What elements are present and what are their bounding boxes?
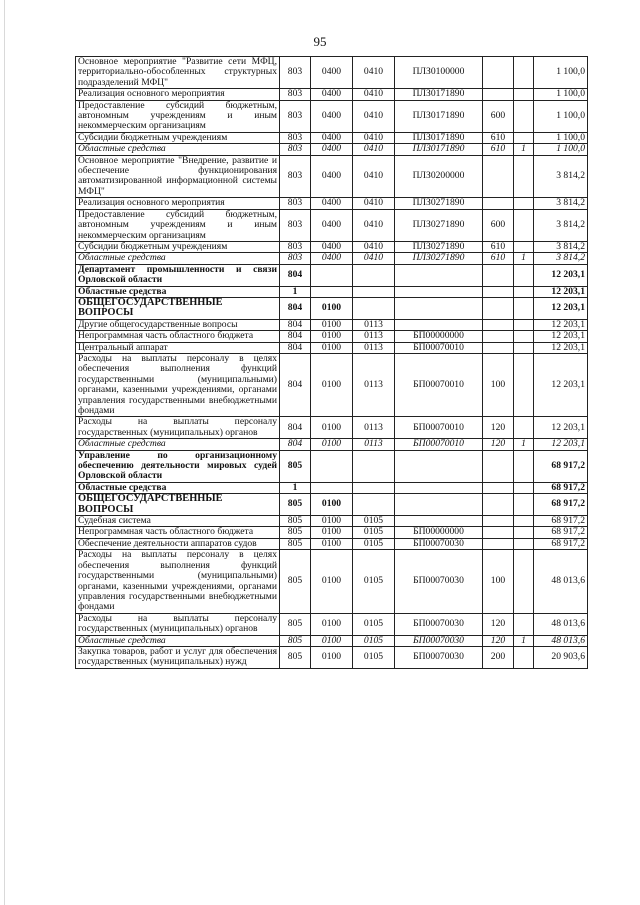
target-article-cell: ПЛЗ0171890 (395, 132, 483, 143)
target-article-cell: ПЛЗ0271890 (395, 209, 483, 241)
target-article-cell: БП00000000 (395, 331, 483, 342)
ved-code-cell: 803 (280, 89, 311, 100)
table-row (76, 264, 588, 286)
ved-code-cell: 804 (280, 319, 311, 330)
subsection-code-cell: 0410 (353, 209, 395, 241)
funding-source-cell (514, 241, 534, 252)
subsection-code-cell: 0410 (353, 132, 395, 143)
table-row (76, 527, 588, 538)
row-name-cell: Расходы на выплаты персоналу в целях обеспечения выполнения функций государственными (муниципальными) органами, казенными учреждениями, органами управления государственными внебюджетными фондами (76, 353, 280, 416)
table-row (76, 132, 588, 143)
row-name-cell: Департамент промышленности и связи Орловской области (76, 264, 280, 286)
target-article-cell (395, 450, 483, 482)
funding-source-cell (514, 417, 534, 439)
ved-code-cell: 1 (280, 482, 311, 493)
ved-code-cell: 805 (280, 527, 311, 538)
target-article-cell: ПЛЗ0171890 (395, 144, 483, 155)
amount-cell: 1 100,0 (534, 144, 588, 155)
section-code-cell (311, 264, 353, 286)
row-name-cell: Областные средства (76, 286, 280, 297)
ved-code-cell: 804 (280, 439, 311, 450)
expense-type-cell: 120 (483, 439, 514, 450)
section-code-cell: 0400 (311, 209, 353, 241)
amount-cell: 3 814,2 (534, 241, 588, 252)
ved-code-cell: 803 (280, 132, 311, 143)
funding-source-cell (514, 494, 534, 516)
section-code-cell: 0100 (311, 439, 353, 450)
section-code-cell: 0400 (311, 89, 353, 100)
row-name-cell: Центральный аппарат (76, 342, 280, 353)
row-name-cell: ОБЩЕГОСУДАРСТВЕННЫЕ ВОПРОСЫ (76, 494, 280, 516)
subsection-code-cell (353, 297, 395, 319)
row-name-cell: Областные средства (76, 144, 280, 155)
ved-code-cell: 803 (280, 100, 311, 132)
funding-source-cell (514, 613, 534, 635)
table-row (76, 297, 588, 319)
section-code-cell: 0400 (311, 241, 353, 252)
target-article-cell: БП00000000 (395, 527, 483, 538)
amount-cell: 48 013,6 (534, 613, 588, 635)
table-row (76, 439, 588, 450)
amount-cell: 12 203,1 (534, 264, 588, 286)
ved-code-cell: 803 (280, 241, 311, 252)
expense-type-cell: 610 (483, 253, 514, 264)
section-code-cell: 0100 (311, 331, 353, 342)
expense-type-cell (483, 450, 514, 482)
amount-cell: 12 203,1 (534, 342, 588, 353)
section-code-cell (311, 450, 353, 482)
funding-source-cell (514, 646, 534, 668)
row-name-cell: Реализация основного мероприятия (76, 89, 280, 100)
amount-cell: 12 203,1 (534, 319, 588, 330)
funding-source-cell (514, 89, 534, 100)
subsection-code-cell (353, 264, 395, 286)
row-name-cell: Субсидии бюджетным учреждениям (76, 132, 280, 143)
table-row (76, 417, 588, 439)
funding-source-cell (514, 198, 534, 209)
section-code-cell: 0100 (311, 342, 353, 353)
funding-source-cell (514, 450, 534, 482)
expense-type-cell: 600 (483, 209, 514, 241)
funding-source-cell: 1 (514, 253, 534, 264)
table-row (76, 613, 588, 635)
subsection-code-cell (353, 494, 395, 516)
subsection-code-cell: 0410 (353, 89, 395, 100)
table-row (76, 241, 588, 252)
subsection-code-cell: 0410 (353, 241, 395, 252)
table-row (76, 353, 588, 416)
subsection-code-cell: 0410 (353, 198, 395, 209)
target-article-cell: ПЛЗ0271890 (395, 198, 483, 209)
subsection-code-cell: 0113 (353, 353, 395, 416)
funding-source-cell (514, 482, 534, 493)
row-name-cell: Обеспечение деятельности аппаратов судов (76, 538, 280, 549)
target-article-cell: ПЛЗ0171890 (395, 89, 483, 100)
expense-type-cell (483, 264, 514, 286)
row-name-cell: Расходы на выплаты персоналу в целях обеспечения выполнения функций государственными (муниципальными) органами, казенными учреждениями, органами управления государственными внебюджетными фондами (76, 550, 280, 613)
target-article-cell: БП00070010 (395, 439, 483, 450)
table-row (76, 319, 588, 330)
amount-cell: 68 917,2 (534, 450, 588, 482)
amount-cell: 1 100,0 (534, 57, 588, 89)
subsection-code-cell (353, 482, 395, 493)
amount-cell: 1 100,0 (534, 89, 588, 100)
funding-source-cell (514, 319, 534, 330)
ved-code-cell: 805 (280, 550, 311, 613)
expense-type-cell: 120 (483, 635, 514, 646)
expense-type-cell: 200 (483, 646, 514, 668)
section-code-cell: 0100 (311, 494, 353, 516)
section-code-cell: 0100 (311, 527, 353, 538)
target-article-cell: БП00070030 (395, 646, 483, 668)
ved-code-cell: 804 (280, 331, 311, 342)
amount-cell: 3 814,2 (534, 155, 588, 198)
section-code-cell: 0100 (311, 516, 353, 527)
row-name-cell: Другие общегосударственные вопросы (76, 319, 280, 330)
subsection-code-cell: 0113 (353, 342, 395, 353)
target-article-cell (395, 297, 483, 319)
ved-code-cell: 804 (280, 342, 311, 353)
section-code-cell: 0400 (311, 144, 353, 155)
row-name-cell: Предоставление субсидий бюджетным, автономным учреждениям и иным некоммерческим организациям (76, 100, 280, 132)
expense-type-cell: 610 (483, 132, 514, 143)
row-name-cell: Расходы на выплаты персоналу государственных (муниципальных) органов (76, 417, 280, 439)
subsection-code-cell: 0105 (353, 646, 395, 668)
ved-code-cell: 805 (280, 494, 311, 516)
table-row (76, 89, 588, 100)
section-code-cell: 0100 (311, 635, 353, 646)
section-code-cell: 0100 (311, 417, 353, 439)
target-article-cell: ПЛЗ0271890 (395, 253, 483, 264)
ved-code-cell: 805 (280, 646, 311, 668)
row-name-cell: Реализация основного мероприятия (76, 198, 280, 209)
section-code-cell: 0100 (311, 297, 353, 319)
table-row (76, 331, 588, 342)
section-code-cell: 0400 (311, 132, 353, 143)
expense-type-cell: 100 (483, 550, 514, 613)
funding-source-cell (514, 100, 534, 132)
target-article-cell: ПЛЗ0171890 (395, 100, 483, 132)
table-row (76, 253, 588, 264)
target-article-cell: БП00070030 (395, 538, 483, 549)
row-name-cell: Субсидии бюджетным учреждениям (76, 241, 280, 252)
amount-cell: 3 814,2 (534, 253, 588, 264)
table-row (76, 209, 588, 241)
row-name-cell: Основное мероприятие "Развитие сети МФЦ, территориально-обособленных структурных подразделений МФЦ" (76, 57, 280, 89)
target-article-cell (395, 264, 483, 286)
table-row (76, 646, 588, 668)
target-article-cell (395, 482, 483, 493)
funding-source-cell (514, 264, 534, 286)
funding-source-cell (514, 209, 534, 241)
expense-type-cell: 100 (483, 353, 514, 416)
row-name-cell: Областные средства (76, 439, 280, 450)
target-article-cell: БП00070030 (395, 635, 483, 646)
section-code-cell (311, 482, 353, 493)
subsection-code-cell: 0105 (353, 538, 395, 549)
funding-source-cell (514, 550, 534, 613)
section-code-cell: 0400 (311, 57, 353, 89)
expense-type-cell (483, 538, 514, 549)
funding-source-cell (514, 353, 534, 416)
target-article-cell: БП00070030 (395, 550, 483, 613)
expense-type-cell (483, 286, 514, 297)
table-row (76, 635, 588, 646)
subsection-code-cell: 0113 (353, 417, 395, 439)
ved-code-cell: 805 (280, 635, 311, 646)
amount-cell: 3 814,2 (534, 198, 588, 209)
page-number: 95 (313, 34, 327, 49)
funding-source-cell: 1 (514, 439, 534, 450)
amount-cell: 1 100,0 (534, 100, 588, 132)
section-code-cell: 0100 (311, 319, 353, 330)
target-article-cell: БП00070010 (395, 353, 483, 416)
target-article-cell (395, 319, 483, 330)
subsection-code-cell: 0113 (353, 331, 395, 342)
target-article-cell: БП00070010 (395, 417, 483, 439)
amount-cell: 68 917,2 (534, 494, 588, 516)
funding-source-cell (514, 57, 534, 89)
table-row (76, 538, 588, 549)
amount-cell: 68 917,2 (534, 527, 588, 538)
expense-type-cell (483, 494, 514, 516)
row-name-cell: Областные средства (76, 253, 280, 264)
row-name-cell: Непрограммная часть областного бюджета (76, 331, 280, 342)
section-code-cell: 0400 (311, 155, 353, 198)
section-code-cell: 0100 (311, 353, 353, 416)
expense-type-cell (483, 198, 514, 209)
subsection-code-cell: 0105 (353, 613, 395, 635)
expense-type-cell (483, 527, 514, 538)
funding-source-cell: 1 (514, 144, 534, 155)
amount-cell: 12 203,1 (534, 297, 588, 319)
funding-source-cell (514, 527, 534, 538)
section-code-cell: 0400 (311, 100, 353, 132)
funding-source-cell (514, 297, 534, 319)
budget-table (75, 56, 588, 669)
expense-type-cell: 120 (483, 417, 514, 439)
amount-cell: 68 917,2 (534, 482, 588, 493)
section-code-cell: 0100 (311, 613, 353, 635)
table-row (76, 198, 588, 209)
subsection-code-cell (353, 286, 395, 297)
ved-code-cell: 804 (280, 353, 311, 416)
expense-type-cell (483, 57, 514, 89)
amount-cell: 12 203,1 (534, 286, 588, 297)
table-row (76, 155, 588, 198)
funding-source-cell (514, 286, 534, 297)
row-name-cell: Областные средства (76, 635, 280, 646)
subsection-code-cell (353, 450, 395, 482)
expense-type-cell (483, 516, 514, 527)
expense-type-cell: 610 (483, 144, 514, 155)
row-name-cell: Предоставление субсидий бюджетным, автономным учреждениям и иным некоммерческим организациям (76, 209, 280, 241)
funding-source-cell (514, 538, 534, 549)
expense-type-cell (483, 297, 514, 319)
section-code-cell: 0100 (311, 538, 353, 549)
ved-code-cell: 804 (280, 297, 311, 319)
ved-code-cell: 804 (280, 417, 311, 439)
target-article-cell (395, 286, 483, 297)
ved-code-cell: 805 (280, 450, 311, 482)
amount-cell: 48 013,6 (534, 550, 588, 613)
amount-cell: 20 903,6 (534, 646, 588, 668)
ved-code-cell: 803 (280, 253, 311, 264)
table-row (76, 100, 588, 132)
amount-cell: 12 203,1 (534, 353, 588, 416)
subsection-code-cell: 0105 (353, 635, 395, 646)
subsection-code-cell: 0410 (353, 57, 395, 89)
table-row (76, 482, 588, 493)
row-name-cell: ОБЩЕГОСУДАРСТВЕННЫЕ ВОПРОСЫ (76, 297, 280, 319)
amount-cell: 12 203,1 (534, 439, 588, 450)
table-row (76, 494, 588, 516)
table-row (76, 550, 588, 613)
expense-type-cell: 120 (483, 613, 514, 635)
target-article-cell (395, 516, 483, 527)
expense-type-cell (483, 342, 514, 353)
row-name-cell: Основное мероприятие "Внедрение, развитие и обеспечение функционирования автоматизированной информационной системы МФЦ" (76, 155, 280, 198)
subsection-code-cell: 0113 (353, 319, 395, 330)
funding-source-cell (514, 516, 534, 527)
table-row (76, 286, 588, 297)
funding-source-cell (514, 342, 534, 353)
ved-code-cell: 805 (280, 516, 311, 527)
subsection-code-cell: 0410 (353, 144, 395, 155)
subsection-code-cell: 0410 (353, 100, 395, 132)
ved-code-cell: 803 (280, 198, 311, 209)
expense-type-cell (483, 482, 514, 493)
target-article-cell: ПЛЗ0100000 (395, 57, 483, 89)
expense-type-cell (483, 89, 514, 100)
subsection-code-cell: 0105 (353, 516, 395, 527)
amount-cell: 12 203,1 (534, 417, 588, 439)
table-row (76, 516, 588, 527)
target-article-cell: ПЛЗ0271890 (395, 241, 483, 252)
subsection-code-cell: 0105 (353, 527, 395, 538)
expense-type-cell (483, 319, 514, 330)
funding-source-cell (514, 132, 534, 143)
amount-cell: 12 203,1 (534, 331, 588, 342)
amount-cell: 68 917,2 (534, 538, 588, 549)
target-article-cell (395, 494, 483, 516)
table-row (76, 342, 588, 353)
subsection-code-cell: 0105 (353, 550, 395, 613)
row-name-cell: Судебная система (76, 516, 280, 527)
ved-code-cell: 804 (280, 264, 311, 286)
target-article-cell: БП00070030 (395, 613, 483, 635)
amount-cell: 48 013,6 (534, 635, 588, 646)
subsection-code-cell: 0113 (353, 439, 395, 450)
subsection-code-cell: 0410 (353, 253, 395, 264)
table-row (76, 144, 588, 155)
table-row (76, 450, 588, 482)
row-name-cell: Расходы на выплаты персоналу государственных (муниципальных) органов (76, 613, 280, 635)
funding-source-cell: 1 (514, 635, 534, 646)
subsection-code-cell: 0410 (353, 155, 395, 198)
row-name-cell: Закупка товаров, работ и услуг для обеспечения государственных (муниципальных) нужд (76, 646, 280, 668)
funding-source-cell (514, 331, 534, 342)
ved-code-cell: 803 (280, 209, 311, 241)
funding-source-cell (514, 155, 534, 198)
amount-cell: 3 814,2 (534, 209, 588, 241)
section-code-cell: 0100 (311, 646, 353, 668)
row-name-cell: Областные средства (76, 482, 280, 493)
table-row (76, 57, 588, 89)
row-name-cell: Управление по организационному обеспечению деятельности мировых судей Орловской области (76, 450, 280, 482)
ved-code-cell: 803 (280, 144, 311, 155)
section-code-cell: 0100 (311, 550, 353, 613)
scan-edge-line (4, 0, 5, 905)
amount-cell: 68 917,2 (534, 516, 588, 527)
ved-code-cell: 805 (280, 613, 311, 635)
section-code-cell: 0400 (311, 198, 353, 209)
target-article-cell: БП00070010 (395, 342, 483, 353)
row-name-cell: Непрограммная часть областного бюджета (76, 527, 280, 538)
section-code-cell (311, 286, 353, 297)
ved-code-cell: 803 (280, 155, 311, 198)
budget-table-body (76, 57, 588, 669)
ved-code-cell: 803 (280, 57, 311, 89)
expense-type-cell: 610 (483, 241, 514, 252)
expense-type-cell (483, 331, 514, 342)
ved-code-cell: 1 (280, 286, 311, 297)
target-article-cell: ПЛЗ0200000 (395, 155, 483, 198)
expense-type-cell: 600 (483, 100, 514, 132)
ved-code-cell: 805 (280, 538, 311, 549)
amount-cell: 1 100,0 (534, 132, 588, 143)
expense-type-cell (483, 155, 514, 198)
section-code-cell: 0400 (311, 253, 353, 264)
